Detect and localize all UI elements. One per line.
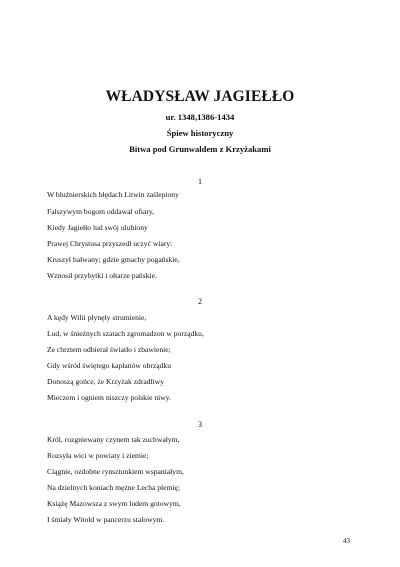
verse-line: Kiedy Jagiełło lud swój ulubiony [47, 223, 148, 232]
verse-line: Ze chrztem odbierał światło i zbawienie; [47, 345, 171, 354]
stanza-number: 3 [198, 420, 202, 429]
verse-line: Gdy wśród świętego kapłanów obrządku [47, 361, 172, 370]
verse-line: Rozsyła wici w powiaty i ziemie; [47, 451, 149, 460]
verse-line: Na dzielnych koniach mężne Lecha plemię; [47, 483, 181, 492]
verse-line: Lud, w śnieżnych szatach zgromadzon w porządku, [47, 329, 204, 338]
subtitle-topic: Bitwa pod Grunwaldem z Krzyżakami [129, 144, 271, 154]
verse-line: Książę Mazowsza z swym ludem gotowym, [47, 499, 181, 508]
verse-line: W bluźnierskich błędach Litwin zaślepiony [47, 190, 179, 199]
stanza-number: 1 [198, 177, 202, 186]
subtitle-genre: Śpiew historyczny [166, 128, 234, 138]
verse-line: Wznosił przybytki i ołtarze pańskie. [47, 271, 157, 280]
verse-line: A kędy Wilii płynęły strumienie, [47, 313, 147, 322]
stanza-number: 2 [198, 297, 202, 306]
verse-line: Donoszą gońce, że Krzyżak zdradliwy [47, 377, 165, 386]
subtitle-dates: ur. 1348,1386-1434 [165, 112, 235, 122]
verse-line: Kruszył bałwany; gdzie gmachy pogańskie, [47, 255, 180, 264]
verse-line: Król, rozgniewany czynem tak zuchwałym, [47, 435, 180, 444]
poem-title: WŁADYSŁAW JAGIEŁŁO [105, 88, 295, 105]
verse-line: Prawej Chrystusa przyszedł uczyć wiary: [47, 239, 173, 248]
verse-line: Mieczem i ogniem niszczy polskie niwy. [47, 393, 171, 402]
page-number: 43 [343, 537, 350, 545]
verse-line: Fałszywym bogom oddawał ofiary, [47, 207, 155, 216]
verse-line: I śmiały Witold w pancerzu stalowym. [47, 515, 165, 524]
verse-line: Ciągnie, ozdobne rynsztunkiem wspaniałym, [47, 467, 184, 476]
